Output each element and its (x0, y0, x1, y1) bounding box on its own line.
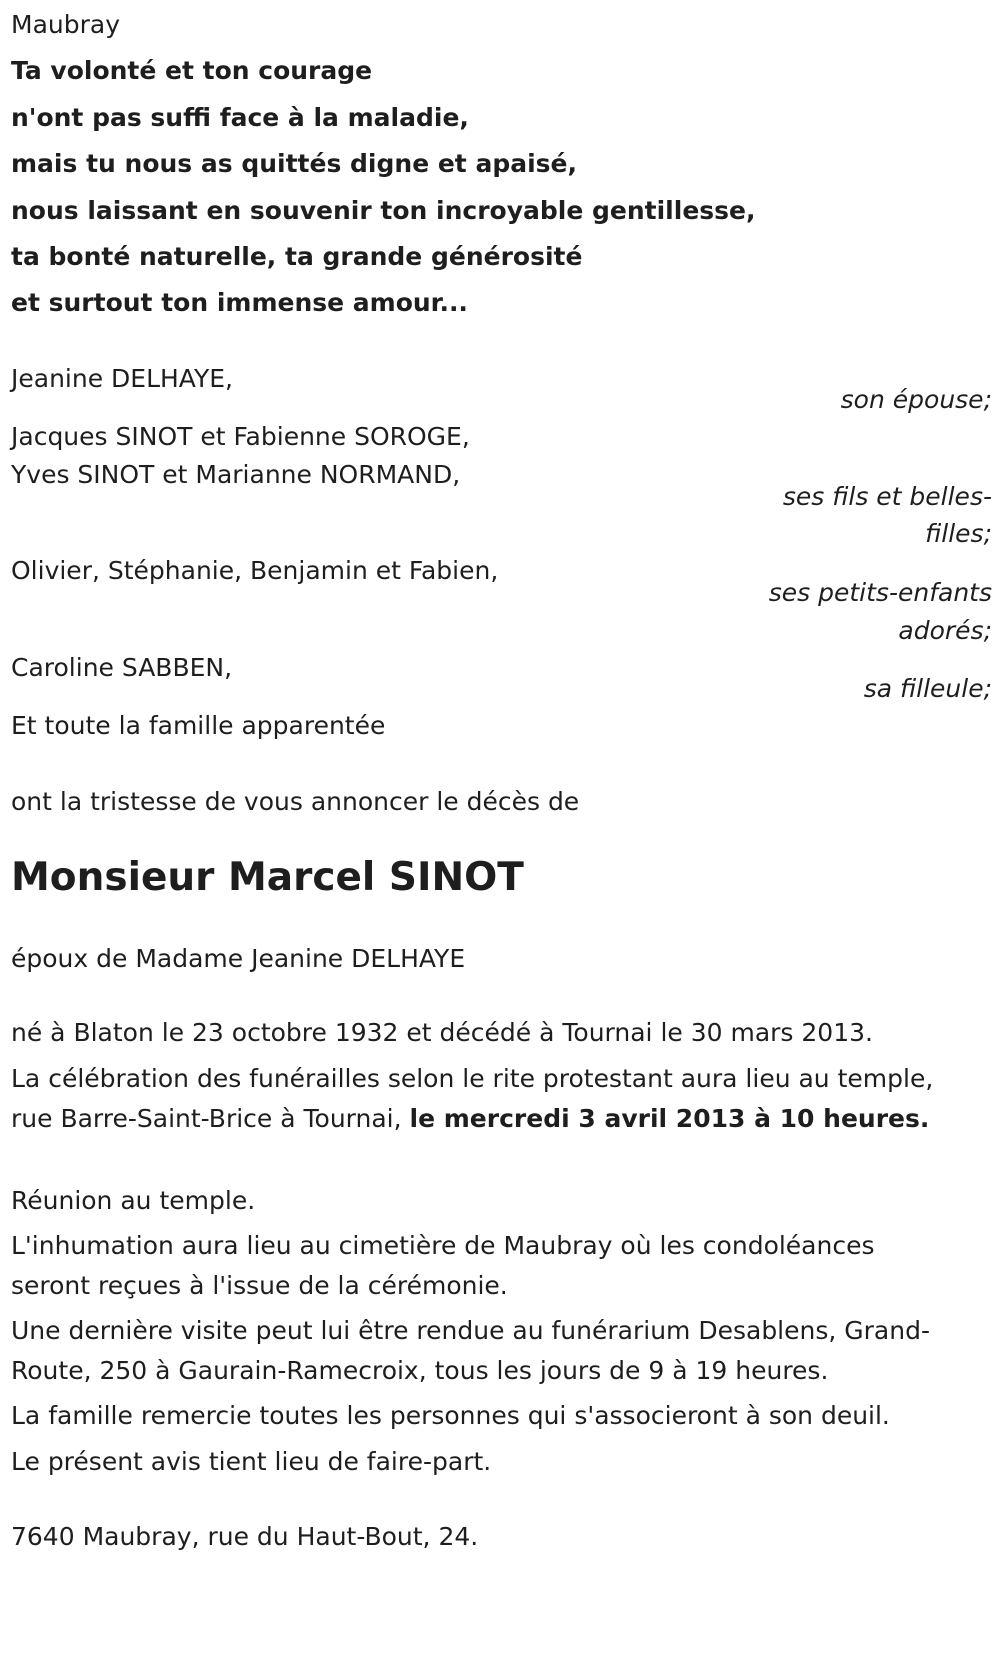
grandchildren-role: adorés; (898, 616, 992, 645)
burial-info: L'inhumation aura lieu au cimetière de Maubray où les condoléances seront reçues à l'issue de la cérémonie. (11, 1231, 875, 1300)
spouse-role: son épouse; (840, 385, 992, 414)
funeral-info (11, 1059, 951, 1139)
spouse-name: Jeanine DELHAYE, (11, 364, 233, 393)
spouse-of: époux de Madame Jeanine DELHAYE (11, 944, 466, 973)
meeting-info: Réunion au temple. (11, 1186, 256, 1215)
children-role: ses fils et belles- (782, 482, 992, 511)
goddaughter-role: sa filleule; (863, 674, 992, 703)
extended-family: Et toute la famille apparentée (11, 711, 386, 740)
children-name: Yves SINOT et Marianne NORMAND, (11, 460, 461, 489)
poem-line: nous laissant en souvenir ton incroyable gentillesse, (11, 196, 756, 225)
poem-line: Ta volonté et ton courage (11, 56, 373, 85)
notice: Le présent avis tient lieu de faire-part. (11, 1447, 492, 1476)
announcement: ont la tristesse de vous annoncer le décès de (11, 787, 580, 816)
poem-line: mais tu nous as quittés digne et apaisé, (11, 149, 578, 178)
poem-line: ta bonté naturelle, ta grande générosité (11, 242, 583, 271)
deceased-name: Monsieur Marcel SINOT (11, 855, 524, 900)
children-name: Jacques SINOT et Fabienne SOROGE, (11, 422, 470, 451)
grandchildren-role: ses petits-enfants (768, 578, 992, 607)
funeral-datetime: le mercredi 3 avril 2013 à 10 heures. (409, 1104, 930, 1133)
poem-line: n'ont pas suffi face à la maladie, (11, 103, 469, 132)
funeral-text: La célébration des funérailles selon le rite protestant aura lieu au temple, rue Barre-Saint-Brice à Tournai, (11, 1064, 934, 1133)
thanks: La famille remercie toutes les personnes qui s'associeront à son deuil. (11, 1401, 890, 1430)
location-header: Maubray (11, 10, 120, 39)
poem-line: et surtout ton immense amour... (11, 288, 468, 317)
grandchildren-names: Olivier, Stéphanie, Benjamin et Fabien, (11, 556, 499, 585)
birth-death: né à Blaton le 23 octobre 1932 et décédé à Tournai le 30 mars 2013. (11, 1018, 873, 1047)
address: 7640 Maubray, rue du Haut-Bout, 24. (11, 1522, 479, 1551)
goddaughter-name: Caroline SABBEN, (11, 653, 233, 682)
children-role: filles; (925, 519, 992, 548)
visit-info: Une dernière visite peut lui être rendue au funérarium Desablens, Grand-Route, 250 à Gaurain-Ramecroix, tous les jours de 9 à 19 heures. (11, 1316, 930, 1385)
